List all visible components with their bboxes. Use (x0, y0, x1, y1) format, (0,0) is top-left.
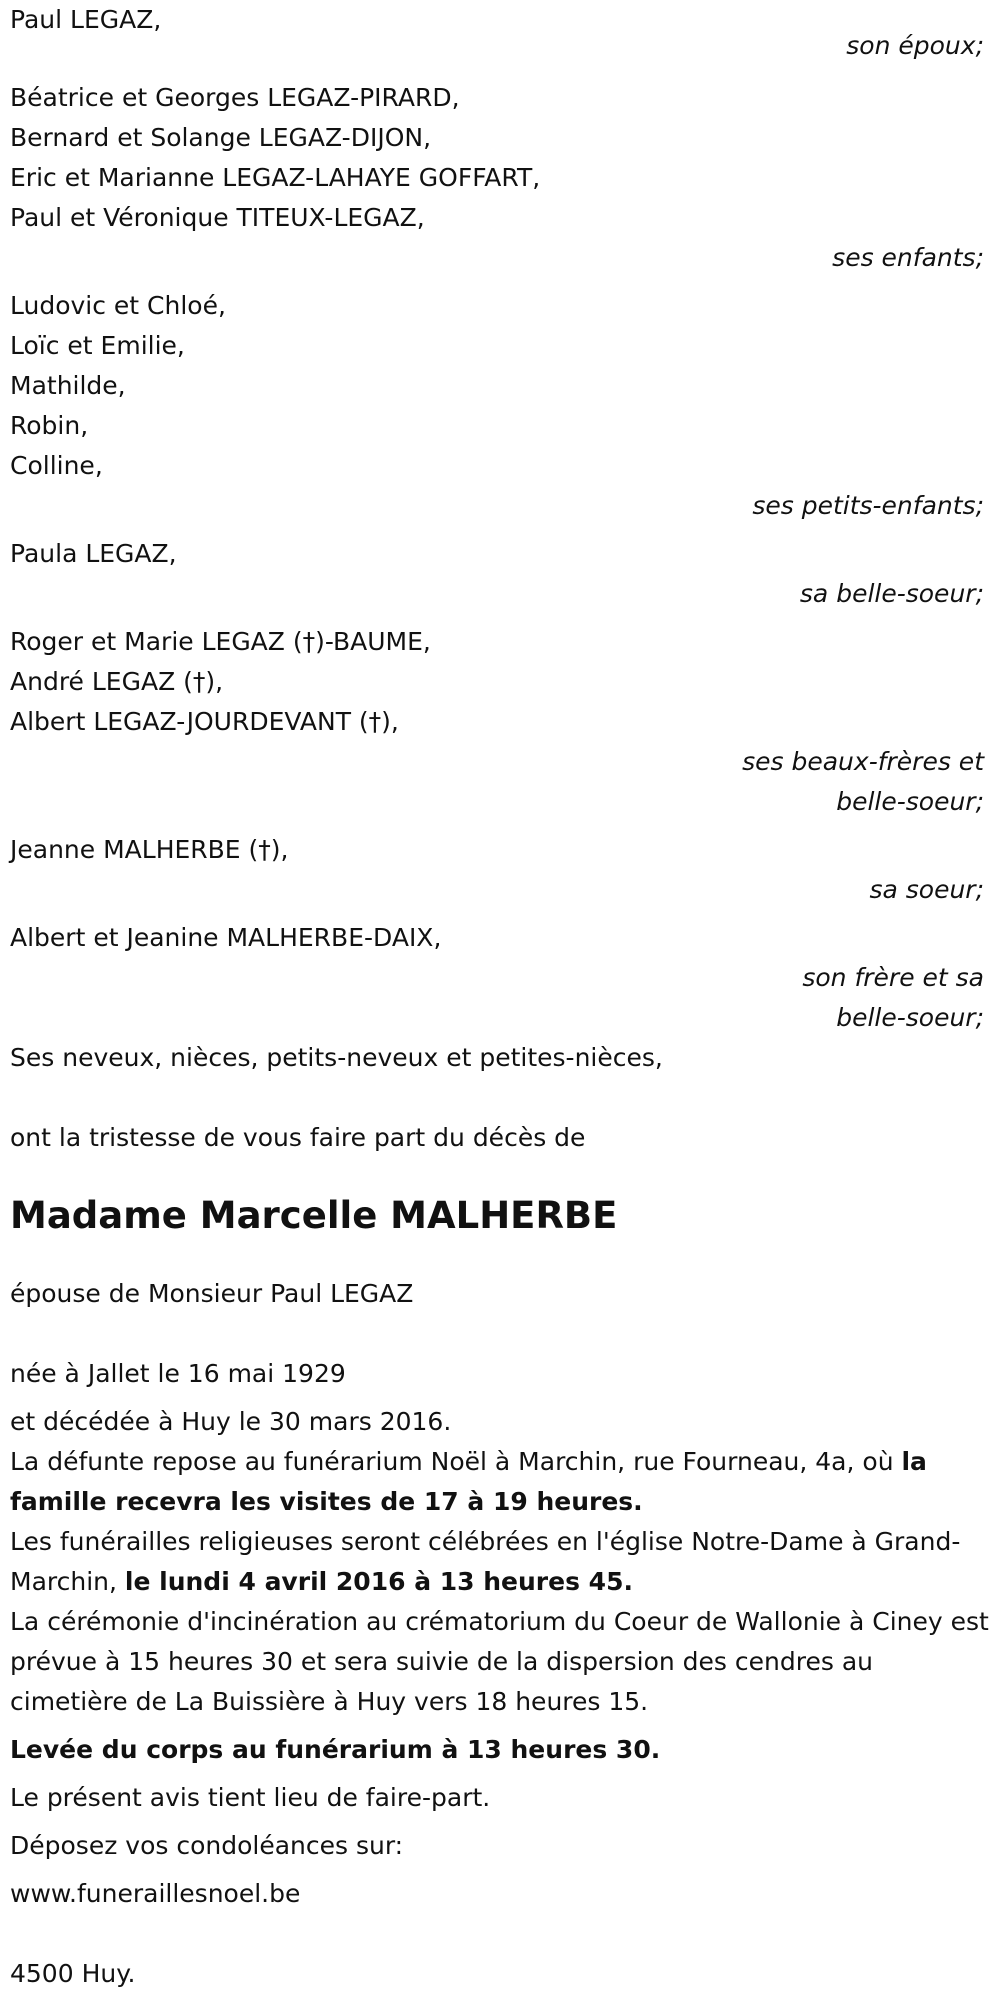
spouse-line: épouse de Monsieur Paul LEGAZ (10, 1279, 414, 1308)
family-name: Paula LEGAZ, (10, 539, 177, 568)
nephews-line: Ses neveux, nièces, petits-neveux et petites-nièces, (10, 1043, 663, 1072)
family-name: Eric et Marianne LEGAZ-LAHAYE GOFFART, (10, 163, 541, 192)
family-group-children (10, 78, 990, 278)
family-group-brother (10, 918, 990, 1038)
family-group-spouse (10, 0, 990, 66)
repose-bold: la famille recevra les visites de 17 à 19 heures. (10, 1447, 927, 1516)
family-relation: son frère et sa (802, 963, 984, 992)
funeral-bold: le lundi 4 avril 2016 à 13 heures 45. (124, 1567, 633, 1596)
family-relation: belle-soeur; (836, 787, 984, 816)
repose-text: La défunte repose au funérarium Noël à Marchin, rue Fourneau, 4a, où (10, 1447, 902, 1476)
family-group-grandchildren (10, 286, 990, 526)
repose-paragraph (10, 1442, 990, 1522)
family-name: Roger et Marie LEGAZ (†)-BAUME, (10, 627, 431, 656)
funeral-paragraph (10, 1522, 990, 1602)
family-relation: belle-soeur; (836, 1003, 984, 1032)
family-group-sister-in-law (10, 534, 990, 614)
family-name: Albert LEGAZ-JOURDEVANT (†), (10, 707, 399, 736)
deceased-name: Madame Marcelle MALHERBE (10, 1194, 618, 1237)
family-name: Albert et Jeanine MALHERBE-DAIX, (10, 923, 442, 952)
family-group-sister (10, 830, 990, 910)
family-relation: ses petits-enfants; (752, 491, 984, 520)
family-relation: ses beaux-frères et (742, 747, 984, 776)
website-link[interactable]: www.funeraillesnoel.be (10, 1879, 301, 1908)
family-relation: son époux; (846, 31, 984, 60)
family-name: Jeanne MALHERBE (†), (10, 835, 289, 864)
cremation-paragraph: La cérémonie d'incinération au crématorium du Coeur de Wallonie à Ciney est prévue à 15 heures 30 et sera suivie de la dispersion des cendres au cimetière de La Buissière à Huy vers 18 heures 15. (10, 1607, 989, 1716)
condolences-label: Déposez vos condoléances sur: (10, 1831, 404, 1860)
family-name: Béatrice et Georges LEGAZ-PIRARD, (10, 83, 460, 112)
family-name: Bernard et Solange LEGAZ-DIJON, (10, 123, 432, 152)
levee-line: Levée du corps au funérarium à 13 heures 30. (10, 1735, 661, 1764)
family-name: Mathilde, (10, 371, 126, 400)
family-name: André LEGAZ (†), (10, 667, 224, 696)
location-line: 4500 Huy. (10, 1959, 136, 1988)
family-name: Paul LEGAZ, (10, 5, 162, 34)
funeral-text: Les funérailles religieuses seront célébrées en l'église Notre-Dame à Grand-Marchin, (10, 1527, 961, 1596)
family-name: Ludovic et Chloé, (10, 291, 226, 320)
family-relation: sa belle-soeur; (799, 579, 984, 608)
family-name: Robin, (10, 411, 89, 440)
death-line: et décédée à Huy le 30 mars 2016. (10, 1407, 452, 1436)
family-group-brothers-in-law (10, 622, 990, 822)
announcement-line: ont la tristesse de vous faire part du décès de (10, 1123, 586, 1152)
notice-line: Le présent avis tient lieu de faire-part. (10, 1783, 491, 1812)
family-relation: ses enfants; (832, 243, 984, 272)
family-name: Colline, (10, 451, 103, 480)
family-relation: sa soeur; (869, 875, 984, 904)
family-name: Paul et Véronique TITEUX-LEGAZ, (10, 203, 425, 232)
birth-line: née à Jallet le 16 mai 1929 (10, 1359, 346, 1388)
family-name: Loïc et Emilie, (10, 331, 185, 360)
